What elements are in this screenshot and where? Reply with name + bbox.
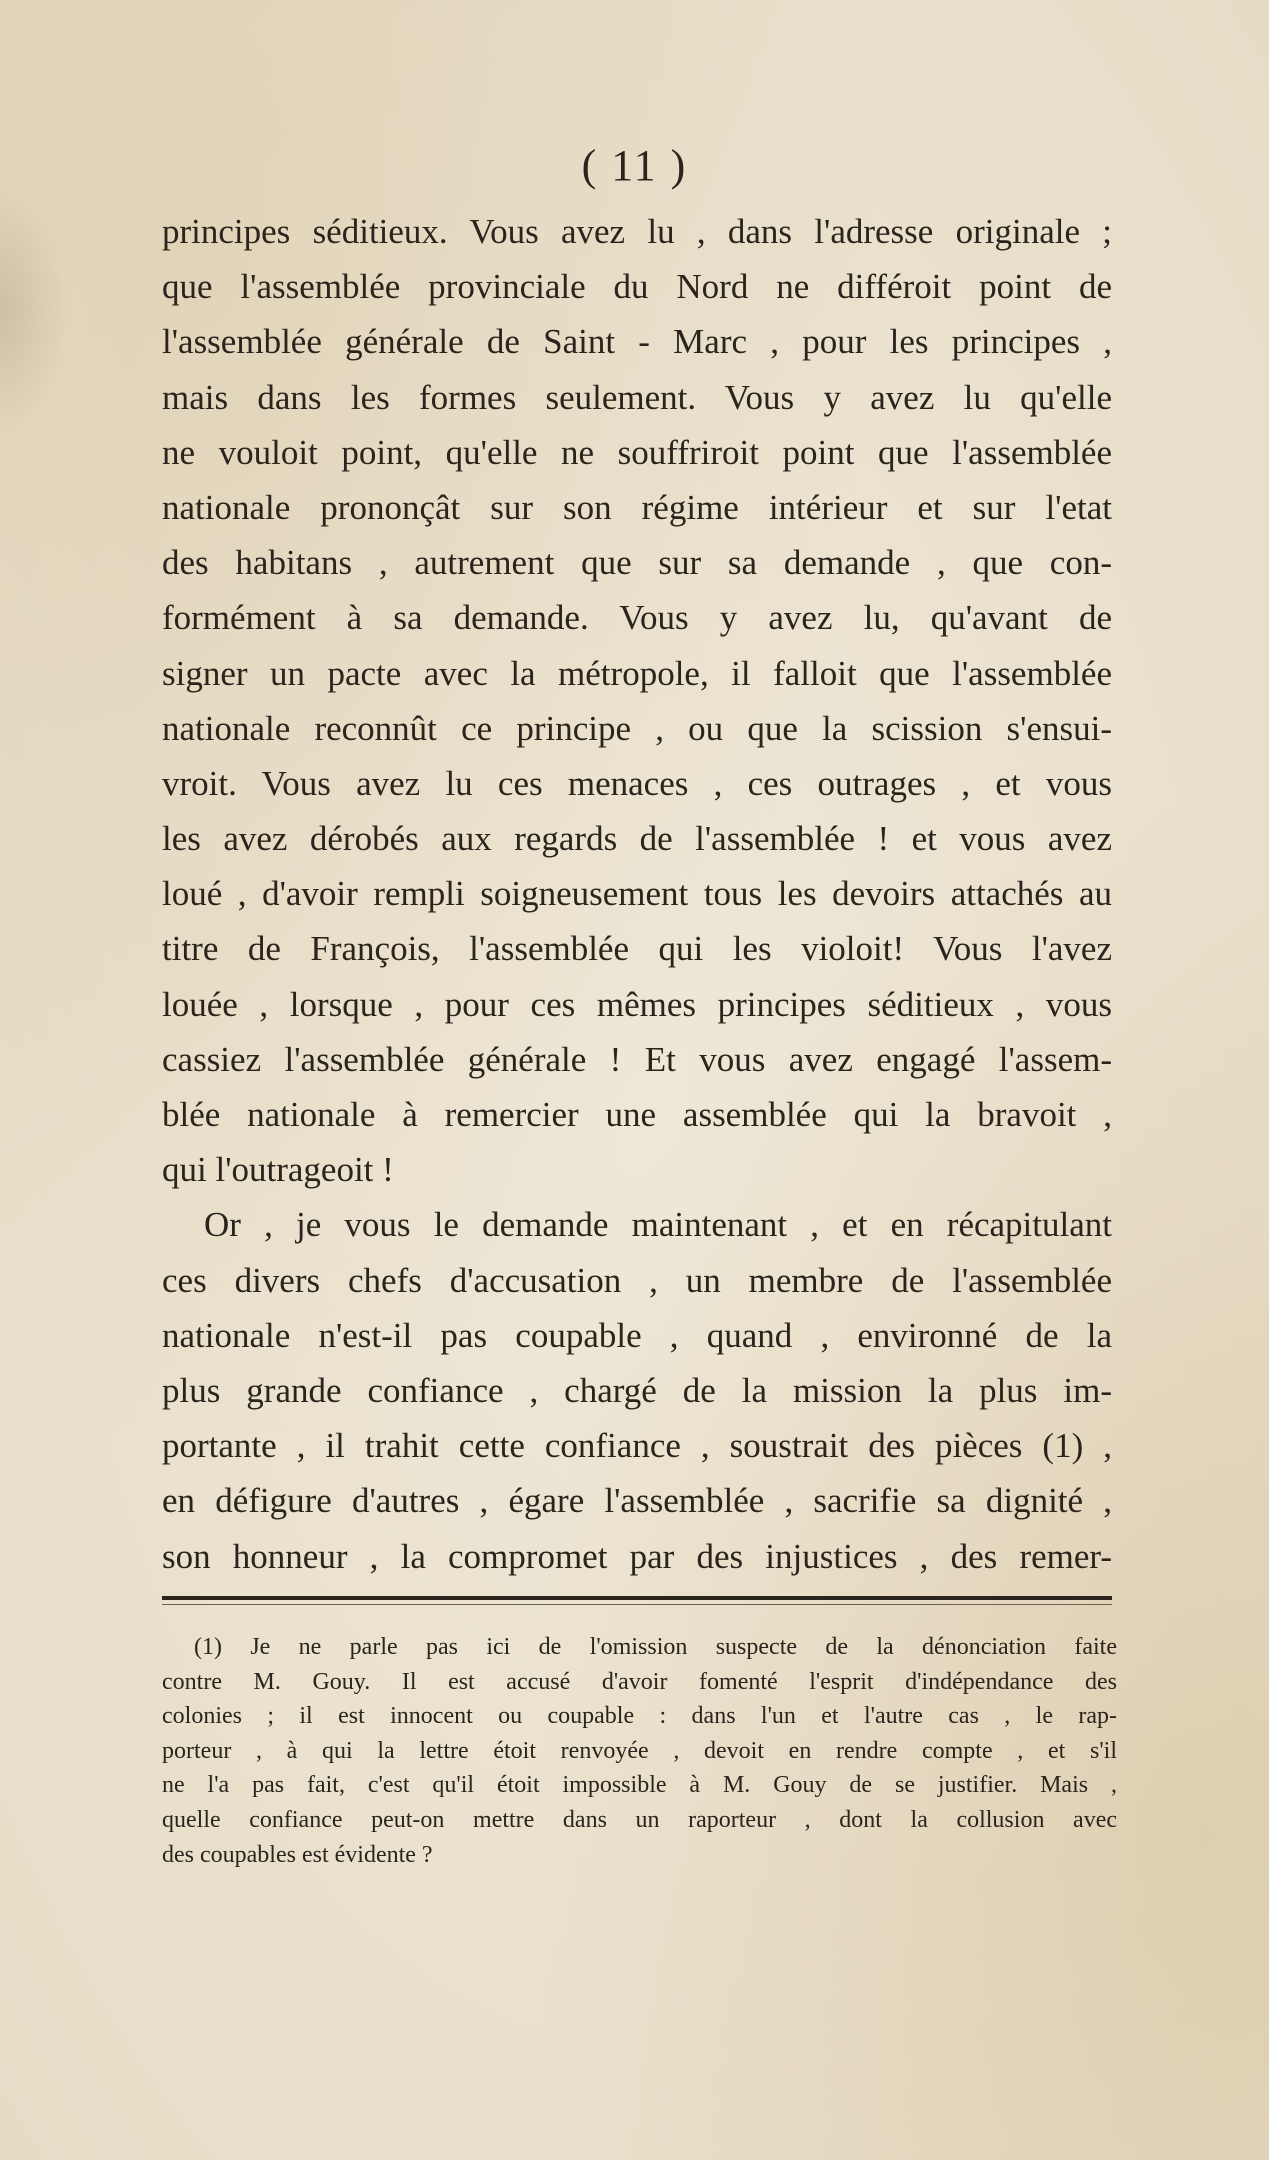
text-line: louée , lorsque , pour ces mêmes principes séditieux , vous <box>162 984 1112 1024</box>
text-line: titre de François, l'assemblée qui les violoit! Vous l'avez <box>162 929 1112 969</box>
footnote <box>162 1630 1117 1872</box>
footnote-line: (1) Je ne parle pas ici de l'omission suspecte de la dénonciation faite <box>194 1634 1117 1660</box>
footnote-line: porteur , à qui la lettre étoit renvoyée , devoit en rendre compte , et s'il <box>162 1737 1117 1764</box>
text-line: ces divers chefs d'accusation , un membre de l'assemblée <box>162 1260 1112 1300</box>
text-line: son honneur , la compromet par des injustices , des remer- <box>162 1536 1112 1576</box>
footnote-line: colonies ; il est innocent ou coupable : dans l'un et l'autre cas , le rap- <box>162 1703 1117 1730</box>
text-line: mais dans les formes seulement. Vous y avez lu qu'elle <box>162 377 1112 417</box>
footnote-rule <box>162 1596 1112 1600</box>
footnote-line: contre M. Gouy. Il est accusé d'avoir fomenté l'esprit d'indépendance des <box>162 1668 1117 1695</box>
page-stain <box>0 180 70 440</box>
text-line: blée nationale à remercier une assemblée qui la bravoit , <box>162 1095 1112 1134</box>
main-text <box>162 204 1112 1584</box>
text-line: les avez dérobés aux regards de l'assemblée ! et vous avez <box>162 819 1112 859</box>
text-line: l'assemblée générale de Saint - Marc , pour les principes , <box>162 322 1112 362</box>
text-line: nationale prononçât sur son régime intérieur et sur l'etat <box>162 487 1112 527</box>
text-line: que l'assemblée provinciale du Nord ne différoit point de <box>162 267 1112 307</box>
footnote-line: quelle confiance peut-on mettre dans un raporteur , dont la collusion avec <box>162 1806 1117 1833</box>
text-line: formément à sa demande. Vous y avez lu, qu'avant de <box>162 598 1112 638</box>
text-line: vroit. Vous avez lu ces menaces , ces outrages , et vous <box>162 763 1112 803</box>
text-line: des habitans , autrement que sur sa demande , que con- <box>162 543 1112 583</box>
text-line: portante , il trahit cette confiance , soustrait des pièces (1) , <box>162 1426 1112 1466</box>
footnote-rule-thin <box>162 1604 1112 1605</box>
text-line: nationale reconnût ce principe , ou que la scission s'ensui- <box>162 708 1112 748</box>
text-line: nationale n'est-il pas coupable , quand , environné de la <box>162 1315 1112 1355</box>
page-number: ( 11 ) <box>581 141 688 190</box>
text-line: qui l'outrageoit ! <box>162 1150 394 1190</box>
text-line: principes séditieux. Vous avez lu , dans l'adresse originale ; <box>162 212 1112 251</box>
footnote-line: des coupables est évidente ? <box>162 1841 433 1868</box>
text-line: cassiez l'assemblée générale ! Et vous avez engagé l'assem- <box>162 1039 1112 1079</box>
text-line: ne vouloit point, qu'elle ne souffriroit point que l'assemblée <box>162 432 1112 472</box>
text-line: signer un pacte avec la métropole, il falloit que l'assemblée <box>162 653 1112 693</box>
text-line: en défigure d'autres , égare l'assemblée , sacrifie sa dignité , <box>162 1481 1112 1521</box>
text-line: plus grande confiance , chargé de la mission la plus im- <box>162 1370 1112 1410</box>
footnote-line: ne l'a pas fait, c'est qu'il étoit impossible à M. Gouy de se justifier. Mais , <box>162 1772 1117 1799</box>
text-line: loué , d'avoir rempli soigneusement tous les devoirs attachés au <box>162 874 1112 914</box>
text-line: Or , je vous le demande maintenant , et en récapitulant <box>204 1205 1112 1245</box>
